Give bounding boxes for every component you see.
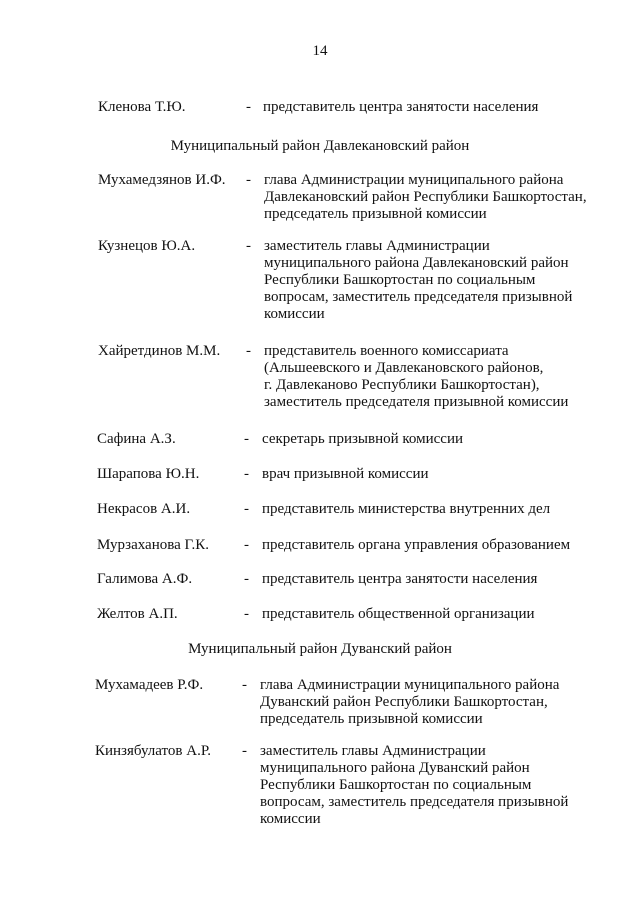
dash-separator: - <box>244 537 249 553</box>
dash-separator: - <box>244 571 249 587</box>
member-role <box>260 677 559 728</box>
member-role <box>262 431 463 448</box>
dash-separator: - <box>242 743 247 759</box>
role-line: г. Давлеканово Республики Башкортостан), <box>264 377 540 393</box>
role-line: врач призывной комиссии <box>262 466 429 482</box>
member-role <box>263 99 538 116</box>
member-role <box>260 743 568 828</box>
role-line: представитель министерства внутренних дел <box>262 501 551 517</box>
role-line: вопросам, заместитель председателя призывной <box>264 289 573 305</box>
dash-separator: - <box>244 606 249 622</box>
section-heading: Муниципальный район Дуванский район <box>188 641 452 657</box>
member-name: Некрасов А.И. <box>97 501 191 517</box>
member-name: Кинзябулатов А.Р. <box>95 743 212 759</box>
role-line: представитель общественной организации <box>262 606 535 622</box>
role-line: представитель военного комиссариата <box>264 343 509 359</box>
role-line: секретарь призывной комиссии <box>262 431 464 447</box>
member-role <box>262 537 570 554</box>
member-name: Хайретдинов М.М. <box>98 343 221 359</box>
dash-separator: - <box>246 238 251 254</box>
role-line: председатель призывной комиссии <box>264 206 487 222</box>
member-name: Мурзаханова Г.К. <box>97 537 209 553</box>
dash-separator: - <box>246 99 251 115</box>
role-line: Давлекановский район Республики Башкортостан, <box>264 189 587 205</box>
section-heading: Муниципальный район Давлекановский район <box>170 138 470 154</box>
member-role <box>264 343 568 411</box>
role-line: (Альшеевского и Давлекановского районов, <box>264 360 544 376</box>
role-line: представитель органа управления образованием <box>262 537 571 553</box>
role-line: Республики Башкортостан по социальным <box>260 777 532 793</box>
member-name: Сафина А.З. <box>97 431 176 447</box>
role-line: комиссии <box>264 306 325 322</box>
role-line: комиссии <box>260 811 321 827</box>
member-role <box>264 238 572 323</box>
member-name: Мухамадеев Р.Ф. <box>95 677 204 693</box>
role-line: заместитель председателя призывной комиссии <box>264 394 569 410</box>
member-role <box>262 571 537 588</box>
dash-separator: - <box>244 501 249 517</box>
role-line: Республики Башкортостан по социальным <box>264 272 536 288</box>
member-role <box>264 172 587 223</box>
role-line: представитель центра занятости населения <box>263 99 539 115</box>
role-line: представитель центра занятости населения <box>262 571 538 587</box>
member-name: Галимова А.Ф. <box>97 571 193 587</box>
dash-separator: - <box>244 431 249 447</box>
role-line: председатель призывной комиссии <box>260 711 483 727</box>
dash-separator: - <box>246 172 251 188</box>
role-line: вопросам, заместитель председателя призывной <box>260 794 569 810</box>
member-name: Кузнецов Ю.А. <box>98 238 196 254</box>
dash-separator: - <box>246 343 251 359</box>
role-line: глава Администрации муниципального района <box>264 172 564 188</box>
dash-separator: - <box>242 677 247 693</box>
member-role <box>262 501 550 518</box>
member-name: Шарапова Ю.Н. <box>97 466 200 482</box>
page-number: 14 <box>312 43 328 59</box>
role-line: Дуванский район Республики Башкортостан, <box>260 694 548 710</box>
member-name: Кленова Т.Ю. <box>98 99 186 115</box>
member-role <box>262 606 535 623</box>
dash-separator: - <box>244 466 249 482</box>
role-line: муниципального района Давлекановский район <box>264 255 569 271</box>
role-line: глава Администрации муниципального района <box>260 677 560 693</box>
member-name: Желтов А.П. <box>97 606 178 622</box>
role-line: заместитель главы Администрации <box>260 743 486 759</box>
member-role <box>262 466 429 483</box>
role-line: муниципального района Дуванский район <box>260 760 530 776</box>
member-name: Мухамедзянов И.Ф. <box>98 172 226 188</box>
role-line: заместитель главы Администрации <box>264 238 490 254</box>
